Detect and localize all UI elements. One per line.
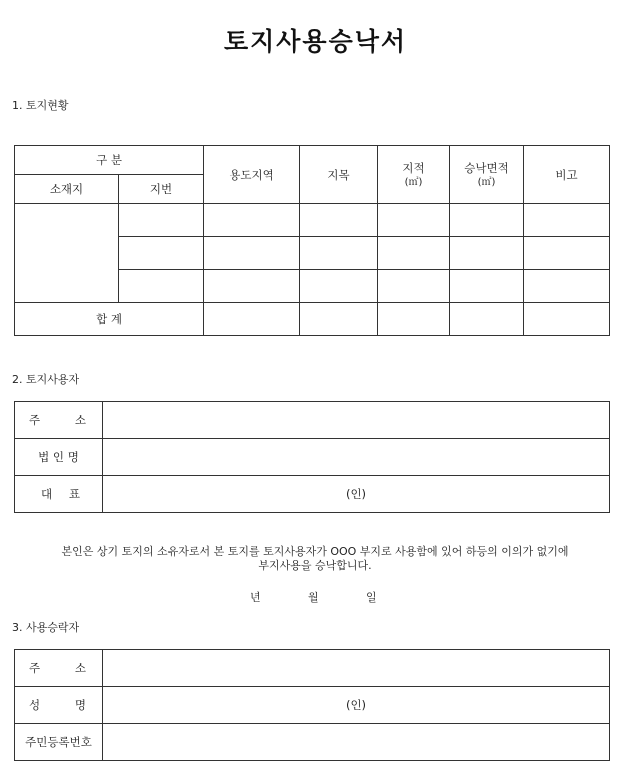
header-lot-number: 지번 (119, 175, 204, 204)
total-label: 합 계 (15, 303, 204, 336)
total-area-cell[interactable] (378, 303, 450, 336)
consenter-name-field[interactable] (103, 687, 610, 724)
area-cell[interactable] (378, 204, 450, 237)
header-location: 소재지 (15, 175, 119, 204)
total-approved-area-cell[interactable] (450, 303, 524, 336)
resident-id-label: 주민등록번호 (15, 724, 103, 761)
lot-number-cell[interactable] (119, 270, 204, 303)
land-user-table (14, 401, 610, 513)
total-zoning-cell[interactable] (204, 303, 300, 336)
consent-statement (8, 545, 622, 573)
remarks-cell[interactable] (524, 237, 610, 270)
date-month: 월 (308, 591, 319, 604)
consenter-address-label: 주 소 (15, 650, 103, 687)
zoning-cell[interactable] (204, 237, 300, 270)
approved-area-cell[interactable] (450, 204, 524, 237)
section-2-heading: 2. 토지사용자 (12, 373, 80, 386)
zoning-cell[interactable] (204, 204, 300, 237)
total-row (15, 303, 610, 336)
header-category: 구 분 (15, 146, 204, 175)
header-area-label: 지적 (402, 161, 425, 175)
address-field[interactable] (103, 402, 610, 439)
statement-line-1: 본인은 상기 토지의 소유자로서 본 토지를 토지사용자가 OOO 부지로 사용함에 있어 하등의 이의가 없기에 (61, 545, 569, 558)
date-year: 년 (250, 591, 261, 604)
header-approved-area (450, 146, 524, 204)
header-land-category: 지목 (300, 146, 378, 204)
representative-field[interactable] (103, 476, 610, 513)
header-approved-area-label: 승낙면적 (464, 161, 509, 175)
land-status-table (14, 145, 610, 336)
header-zoning: 용도지역 (204, 146, 300, 204)
total-land-category-cell[interactable] (300, 303, 378, 336)
corp-name-field[interactable] (103, 439, 610, 476)
total-remarks-cell[interactable] (524, 303, 610, 336)
remarks-cell[interactable] (524, 270, 610, 303)
land-category-cell[interactable] (300, 204, 378, 237)
lot-number-cell[interactable] (119, 237, 204, 270)
approved-area-cell[interactable] (450, 270, 524, 303)
document-title: 토지사용승낙서 (223, 27, 408, 56)
resident-id-field[interactable] (103, 724, 610, 761)
approved-area-cell[interactable] (450, 237, 524, 270)
zoning-cell[interactable] (204, 270, 300, 303)
address-label: 주 소 (15, 402, 103, 439)
header-remarks: 비고 (524, 146, 610, 204)
consenter-table (14, 649, 610, 761)
remarks-cell[interactable] (524, 204, 610, 237)
location-cell[interactable] (15, 204, 119, 303)
header-area (378, 146, 450, 204)
date-day: 일 (366, 591, 377, 604)
area-cell[interactable] (378, 270, 450, 303)
consenter-address-field[interactable] (103, 650, 610, 687)
table-row (15, 204, 610, 237)
land-category-cell[interactable] (300, 237, 378, 270)
lot-number-cell[interactable] (119, 204, 204, 237)
area-cell[interactable] (378, 237, 450, 270)
consenter-seal-mark: (인) (345, 698, 367, 712)
header-approved-area-unit: (㎡) (477, 177, 496, 188)
statement-line-2: 부지사용을 승낙합니다. (258, 559, 372, 572)
land-category-cell[interactable] (300, 270, 378, 303)
section-3-heading: 3. 사용승락자 (12, 621, 80, 634)
seal-mark: (인) (345, 487, 367, 501)
representative-label: 대 표 (15, 476, 103, 513)
consenter-name-label: 성 명 (15, 687, 103, 724)
section-1-heading: 1. 토지현황 (12, 99, 69, 112)
header-area-unit: (㎡) (404, 177, 423, 188)
corp-name-label: 법 인 명 (15, 439, 103, 476)
